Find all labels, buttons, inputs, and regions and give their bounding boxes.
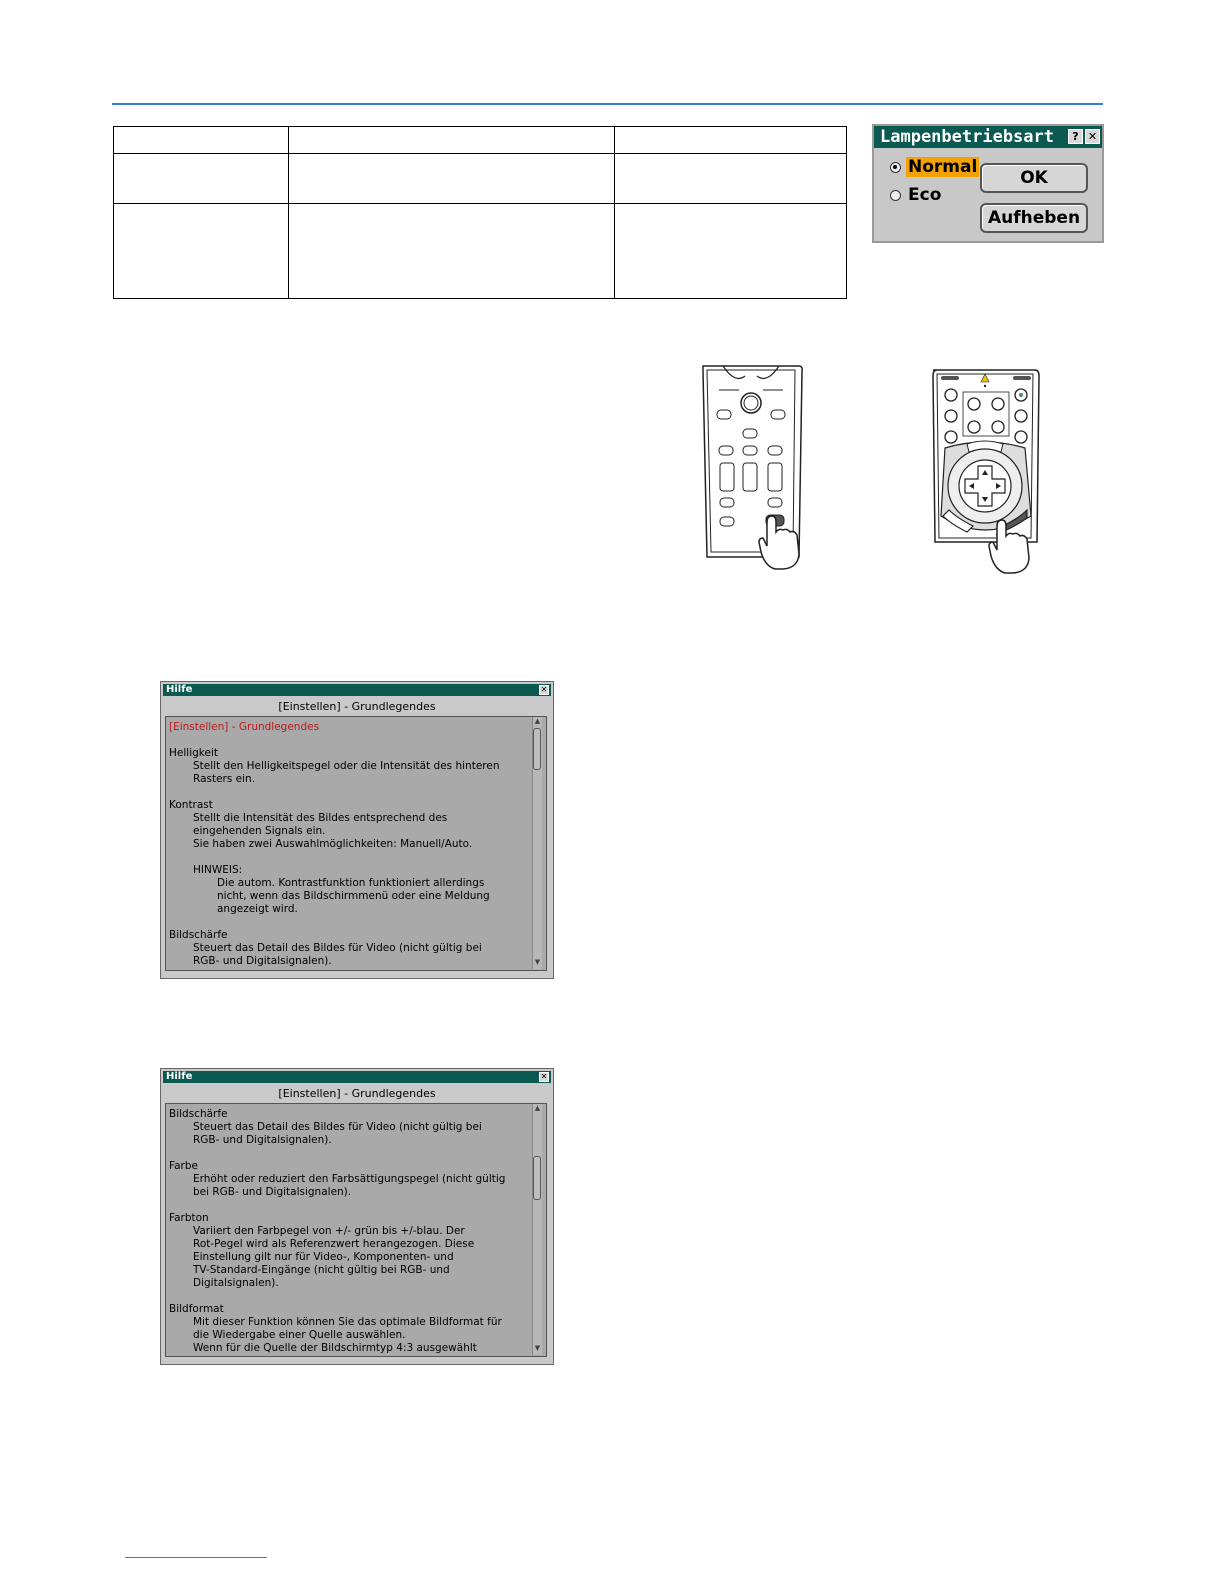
table-cell xyxy=(114,154,289,204)
scroll-thumb[interactable] xyxy=(533,1156,541,1200)
help-heading: [Einstellen] - Grundlegendes xyxy=(278,700,436,713)
help-line: Stellt den Helligkeitspegel oder die Intensität des hinteren xyxy=(193,760,500,772)
help-heading: [Einstellen] - Grundlegendes xyxy=(278,1087,436,1100)
help-line: TV-Standard-Eingänge (nicht gültig bei RGB- und xyxy=(193,1264,450,1276)
help-line: Helligkeit xyxy=(169,747,218,759)
table-cell xyxy=(615,127,847,154)
help-line: Mit dieser Funktion können Sie das optimale Bildformat für xyxy=(193,1316,502,1328)
scrollbar[interactable] xyxy=(532,717,542,969)
help-line: RGB- und Digitalsignalen). xyxy=(193,955,332,967)
table-cell xyxy=(114,127,289,154)
help-line: Steuert das Detail des Bildes für Video (nicht gültig bei xyxy=(193,942,482,954)
help-titlebar xyxy=(163,684,551,696)
help-window-1 xyxy=(160,681,554,979)
ok-button[interactable]: OK xyxy=(980,163,1088,193)
help-line: bei RGB- und Digitalsignalen). xyxy=(193,1186,352,1198)
help-content-pane[interactable] xyxy=(165,1103,547,1357)
help-line: Rasters ein. xyxy=(193,773,256,785)
option-eco-label[interactable]: Eco xyxy=(908,185,942,205)
table-cell xyxy=(615,204,847,299)
top-rule xyxy=(112,103,1103,105)
help-text xyxy=(169,721,529,967)
help-line: Sie haben zwei Auswahlmöglichkeiten: Manuell/Auto. xyxy=(193,838,473,850)
scroll-thumb[interactable] xyxy=(533,728,541,770)
help-line: Bildschärfe xyxy=(169,929,228,941)
help-line: Rot-Pegel wird als Referenzwert herangezogen. Diese xyxy=(193,1238,475,1250)
help-line: HINWEIS: xyxy=(193,864,243,876)
help-line: die Wiedergabe einer Quelle auswählen. xyxy=(193,1329,406,1341)
help-line: Einstellung gilt nur für Video-, Komponenten- und xyxy=(193,1251,454,1263)
help-titlebar xyxy=(163,1071,551,1083)
scroll-up-icon[interactable]: ▲ xyxy=(534,1104,541,1112)
table-cell xyxy=(289,127,615,154)
radio-eco[interactable] xyxy=(890,190,901,201)
help-line: Variiert den Farbpegel von +/- grün bis +/-blau. Der xyxy=(193,1225,465,1237)
help-title: Hilfe xyxy=(166,1071,193,1082)
help-line: eingehenden Signals ein. xyxy=(193,825,326,837)
help-window-2 xyxy=(160,1068,554,1365)
table-cell xyxy=(114,204,289,299)
help-content-pane[interactable] xyxy=(165,716,547,971)
help-line: Digitalsignalen). xyxy=(193,1277,279,1289)
radio-normal[interactable] xyxy=(890,162,901,173)
help-line: Kontrast xyxy=(169,799,213,811)
help-line: nicht, wenn das Bildschirmmenü oder eine Meldung xyxy=(217,890,490,902)
scroll-down-icon[interactable]: ▼ xyxy=(534,958,541,966)
help-text xyxy=(169,1108,529,1354)
help-line: RGB- und Digitalsignalen). xyxy=(193,1134,332,1146)
question-icon[interactable]: ? xyxy=(1068,129,1083,144)
projector-panel-illustration xyxy=(927,366,1047,576)
bottom-rule xyxy=(125,1557,267,1558)
cancel-button[interactable]: Aufheben xyxy=(980,203,1088,233)
close-icon[interactable]: ✕ xyxy=(540,685,548,694)
scrollbar[interactable] xyxy=(532,1104,542,1355)
help-line: Bildschärfe xyxy=(169,1108,228,1120)
help-line: Farbton xyxy=(169,1212,209,1224)
mode-table xyxy=(113,126,847,299)
table-cell xyxy=(615,154,847,204)
remote-control-illustration xyxy=(695,362,815,572)
help-line: Erhöht oder reduziert den Farbsättigungspegel (nicht gültig xyxy=(193,1173,506,1185)
help-line: Die autom. Kontrastfunktion funktioniert allerdings xyxy=(217,877,485,889)
table-cell xyxy=(289,204,615,299)
close-icon[interactable]: ✕ xyxy=(540,1072,548,1081)
help-line: [Einstellen] - Grundlegendes xyxy=(169,721,320,733)
dialog-titlebar xyxy=(874,126,1102,148)
dialog-title: Lampenbetriebsart xyxy=(880,127,1054,147)
table-cell xyxy=(289,154,615,204)
help-title: Hilfe xyxy=(166,684,193,695)
help-line: Stellt die Intensität des Bildes entsprechend des xyxy=(193,812,448,824)
help-line: angezeigt wird. xyxy=(217,903,298,915)
scroll-up-icon[interactable]: ▲ xyxy=(534,717,541,725)
scroll-down-icon[interactable]: ▼ xyxy=(534,1344,541,1352)
help-line: Farbe xyxy=(169,1160,198,1172)
help-line: Steuert das Detail des Bildes für Video (nicht gültig bei xyxy=(193,1121,482,1133)
help-line: Wenn für die Quelle der Bildschirmtyp 4:3 ausgewählt xyxy=(193,1342,477,1354)
lamp-mode-dialog xyxy=(872,124,1104,243)
close-icon[interactable]: ✕ xyxy=(1085,129,1100,144)
help-line: Bildformat xyxy=(169,1303,224,1315)
option-normal-label[interactable]: Normal xyxy=(908,157,978,177)
